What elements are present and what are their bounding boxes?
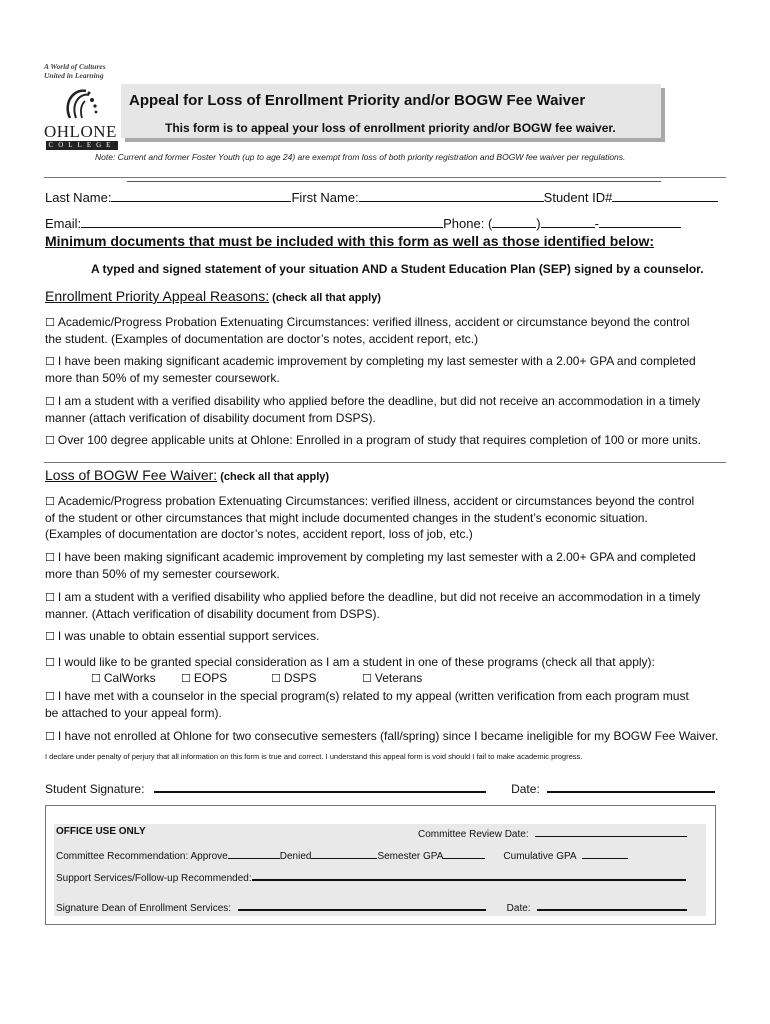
checkbox-icon[interactable]: ☐	[45, 591, 55, 604]
phone-line-field[interactable]	[599, 215, 681, 228]
bogw-heading-text: Loss of BOGW Fee Waiver:	[45, 467, 218, 483]
page-title: Appeal for Loss of Enrollment Priority and/or BOGW Fee Waiver	[129, 92, 586, 109]
page-subtitle: This form is to appeal your loss of enrollment priority and/or BOGW fee waiver.	[165, 121, 616, 135]
committee-recommendation-label: Committee Recommendation: Approve	[56, 851, 228, 862]
office-use-box	[45, 805, 716, 925]
denied-field[interactable]	[311, 848, 377, 859]
min-docs-statement: A typed and signed statement of your situation AND a Student Education Plan (SEP) signed by a counselor.	[91, 262, 704, 276]
denied-label: Denied	[279, 851, 312, 862]
bogw-item-text: I have not enrolled at Ohlone for two consecutive semesters (fall/spring) since I became ineligible for my BOGW Fee Waiver.	[57, 729, 719, 743]
foster-youth-note: Note: Current and former Foster Youth (up to age 24) are exempt from loss of both priority registration and BOGW fee waiver per regulations.	[95, 152, 626, 162]
first-name-label: First Name:	[291, 190, 359, 205]
enrollment-item	[45, 393, 705, 426]
checkbox-icon[interactable]: ☐	[91, 672, 101, 685]
enrollment-heading-sub: (check all that apply)	[269, 292, 381, 304]
name-row	[45, 189, 718, 205]
logo-subname: COLLEGE	[46, 141, 118, 150]
bogw-item-text: I was unable to obtain essential support services.	[57, 629, 320, 643]
program-label: CalWorks	[103, 671, 156, 685]
committee-recommendation-row	[56, 848, 628, 862]
enrollment-item-text: Academic/Progress Probation Extenuating Circumstances: verified illness, accident or circumstance beyond the control the student. (Examples of documentation are doctor’s notes, accident report, etc.)	[45, 315, 690, 346]
signature-date-label: Date:	[511, 782, 540, 796]
checkbox-icon[interactable]: ☐	[45, 730, 55, 743]
support-label: Support Services/Follow-up Recommended:	[56, 873, 252, 884]
bogw-item	[45, 589, 705, 622]
program-label: Veterans	[374, 671, 423, 685]
enrollment-item	[45, 353, 705, 386]
section-rule	[44, 462, 726, 463]
office-use-inner	[54, 824, 706, 916]
email-label: Email:	[45, 216, 82, 231]
last-name-label: Last Name:	[45, 190, 112, 205]
declaration-text: I declare under penalty of perjury that all information on this form is true and correct. I understand this appeal form is void should I fail to make academic progress.	[45, 752, 583, 761]
semester-gpa-label: Semester GPA	[377, 851, 444, 862]
checkbox-icon[interactable]: ☐	[45, 395, 55, 408]
last-name-field[interactable]	[111, 189, 291, 202]
program-option	[271, 670, 317, 687]
enrollment-item-text: Over 100 degree applicable units at Ohlone: Enrolled in a program of study that requires completion of 100 or more units.	[57, 433, 701, 447]
program-option	[91, 670, 156, 687]
committee-review-date-label: Committee Review Date:	[418, 829, 529, 840]
support-row	[56, 869, 686, 884]
phone-area-code-field[interactable]	[492, 215, 536, 228]
cumulative-gpa-field[interactable]	[582, 848, 628, 859]
bogw-item	[45, 628, 705, 645]
phone-close-paren: )	[536, 216, 541, 231]
checkbox-icon[interactable]: ☐	[362, 672, 372, 685]
bogw-item	[45, 688, 705, 721]
bogw-item	[45, 549, 705, 582]
checkbox-icon[interactable]: ☐	[45, 630, 55, 643]
bogw-item-text: Academic/Progress probation Extenuating Circumstances: verified illness, accident or circumstances beyond the control of the student or other circumstances that might include documented changes in the student’s economic situation. (Examples of documentation are doctor’s notes, accident report, loss of job, etc.)	[45, 494, 695, 541]
dean-date-label: Date:	[506, 903, 531, 914]
min-docs-heading: Minimum documents that must be included with this form as well as those identified below:	[45, 233, 655, 249]
header-rule	[44, 177, 726, 178]
logo-tagline-2: United in Learning	[44, 71, 104, 80]
dean-signature-label: Signature Dean of Enrollment Services:	[56, 903, 232, 914]
phone-prefix-field[interactable]	[541, 215, 595, 228]
approve-field[interactable]	[228, 848, 280, 859]
dean-signature-row	[56, 899, 687, 914]
support-field[interactable]	[252, 869, 686, 881]
student-signature-label: Student Signature:	[45, 782, 145, 796]
dean-date-field[interactable]	[537, 899, 687, 911]
committee-review-row	[418, 826, 687, 840]
phone-dash: -	[594, 216, 599, 231]
cumulative-gpa-label: Cumulative GPA	[503, 851, 577, 862]
bogw-heading-sub: (check all that apply)	[217, 471, 330, 483]
logo-name: OHLONE	[44, 122, 117, 141]
checkbox-icon[interactable]: ☐	[45, 355, 55, 368]
checkbox-icon[interactable]: ☐	[45, 434, 55, 447]
checkbox-icon[interactable]: ☐	[45, 495, 55, 508]
bogw-heading	[45, 467, 329, 485]
checkbox-icon[interactable]: ☐	[45, 551, 55, 564]
bogw-item	[45, 654, 725, 671]
contact-row	[45, 215, 681, 231]
checkbox-icon[interactable]: ☐	[45, 316, 55, 329]
dean-signature-field[interactable]	[238, 899, 486, 911]
checkbox-icon[interactable]: ☐	[271, 672, 281, 685]
college-logo	[44, 62, 122, 152]
first-name-field[interactable]	[359, 189, 544, 202]
enrollment-heading	[45, 288, 381, 306]
logo-tagline-1: A World of Cultures	[44, 62, 106, 71]
enrollment-item-text: I have been making significant academic improvement by completing my last semester with a 2.00+ GPA and completed more than 50% of my semester coursework.	[45, 354, 696, 385]
logo-mark-icon	[62, 88, 102, 122]
program-option	[181, 670, 227, 687]
student-id-field[interactable]	[612, 189, 718, 202]
note-rule	[127, 181, 661, 182]
bogw-item-text: I am a student with a verified disability who applied before the deadline, but did not receive an accommodation in a timely manner. (Attach verification of disability document from DSPS).	[45, 590, 701, 621]
checkbox-icon[interactable]: ☐	[45, 656, 55, 669]
bogw-item	[45, 728, 725, 745]
bogw-item	[45, 493, 705, 542]
enrollment-item	[45, 432, 725, 449]
enrollment-heading-text: Enrollment Priority Appeal Reasons:	[45, 288, 270, 304]
phone-label: Phone: (	[443, 216, 493, 231]
email-field[interactable]	[81, 215, 443, 228]
checkbox-icon[interactable]: ☐	[181, 672, 191, 685]
enrollment-item-text: I am a student with a verified disability who applied before the deadline, but did not receive an accommodation in a timely manner (attach verification of disability document from DSPS).	[45, 394, 701, 425]
committee-review-date-field[interactable]	[535, 826, 687, 837]
title-box	[121, 84, 661, 138]
bogw-item-text: I have been making significant academic improvement by completing my last semester with a 2.00+ GPA and completed more than 50% of my semester coursework.	[45, 550, 696, 581]
signature-row	[45, 779, 715, 796]
semester-gpa-field[interactable]	[443, 848, 485, 859]
bogw-item-text: I have met with a counselor in the special program(s) related to my appeal (written verification from each program must be attached to your appeal form).	[45, 689, 689, 720]
enrollment-item	[45, 314, 705, 347]
signature-date-field[interactable]	[547, 779, 715, 793]
office-use-title: OFFICE USE ONLY	[56, 826, 146, 837]
bogw-item-text: I would like to be granted special consideration as I am a student in one of these programs (check all that apply):	[57, 655, 655, 669]
student-signature-field[interactable]	[154, 779, 486, 793]
program-label: DSPS	[283, 671, 317, 685]
program-option	[362, 670, 422, 687]
checkbox-icon[interactable]: ☐	[45, 690, 55, 703]
student-id-label: Student ID#	[543, 190, 613, 205]
program-label: EOPS	[193, 671, 228, 685]
